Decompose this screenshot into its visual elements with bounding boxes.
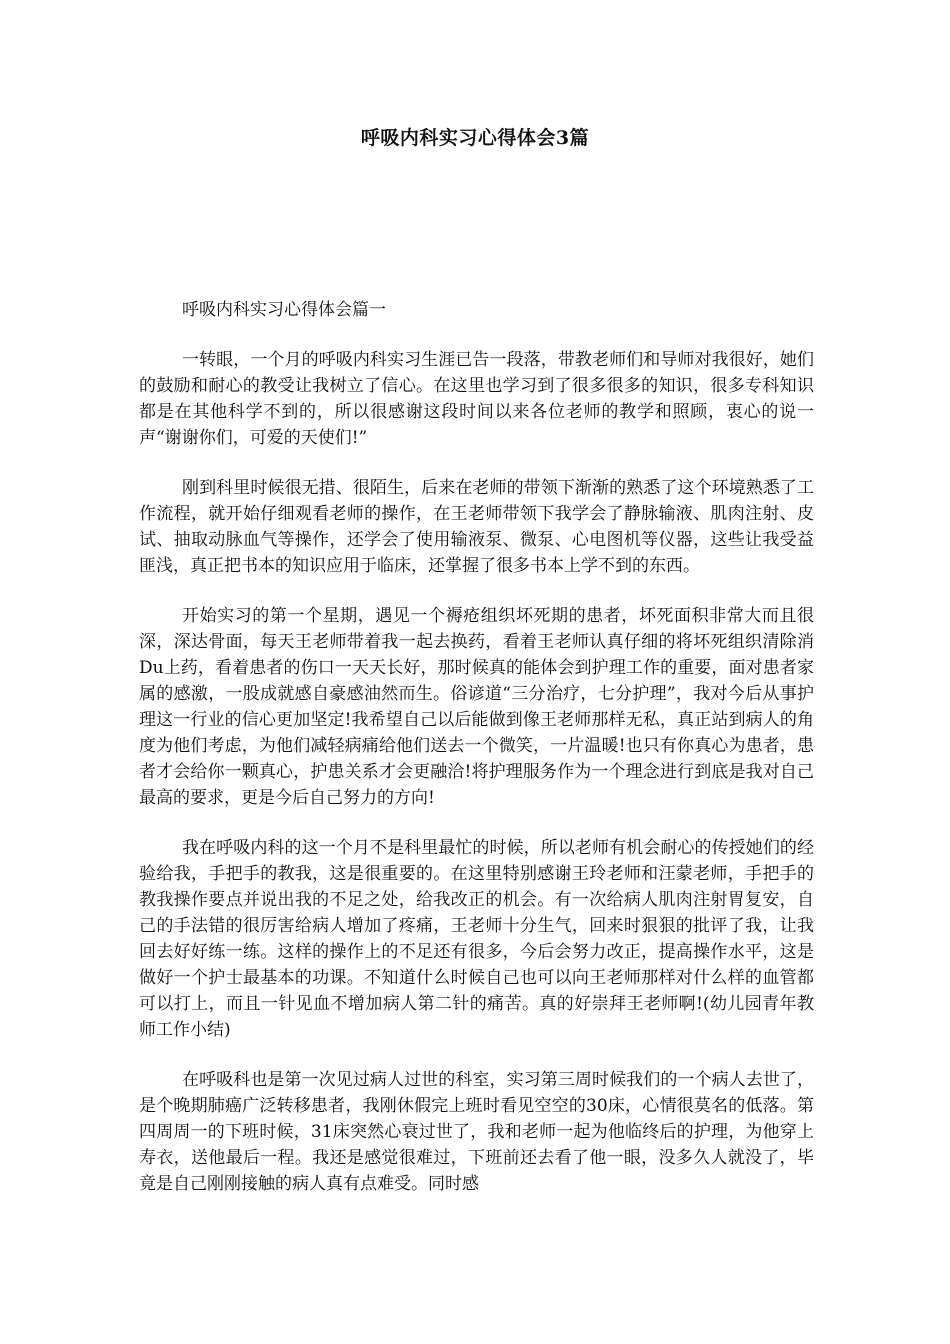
paragraph-2: 刚到科里时候很无措、很陌生，后来在老师的带领下渐渐的熟悉了这个环境熟悉了工作流程，就开始仔细观看老师的操作，在王老师带领下我学会了静脉输液、肌肉注射、皮试、抽取动脉血气等操作，还学会了使用输液泵、微泵、心电图机等仪器，这些让我受益匪浅，真正把书本的知识应用于临床，还掌握了很多书本上学不到的东西。: [139, 478, 814, 576]
paragraph-5: 在呼吸科也是第一次见过病人过世的科室，实习第三周时候我们的一个病人去世了，是个晚期肺癌广泛转移患者，我刚休假完上班时看见空空的30床，心情很莫名的低落。第四周周一的下班时候，31床突然心衰过世了，我和老师一起为他临终后的护理，为他穿上寿衣，送他最后一程。我还是感觉很难过，下班前还去看了他一眼，没多久人就没了，毕竟是自己刚刚接触的病人真有点难受。同时感: [139, 1070, 814, 1194]
section-heading: 呼吸内科实习心得体会篇一: [182, 300, 386, 320]
paragraph-4: 我在呼吸内科的这一个月不是科里最忙的时候，所以老师有机会耐心的传授她们的经验给我，手把手的教我，这是很重要的。在这里特别感谢王玲老师和汪蒙老师，手把手的教我操作要点并说出我的不足之处，给我改正的机会。有一次给病人肌肉注射胃复安，自己的手法错的很厉害给病人增加了疼痛，王老师十分生气，回来时狠狠的批评了我，让我回去好好练一练。这样的操作上的不足还有很多，今后会努力改正，提高操作水平，这是做好一个护士最基本的功课。不知道什么时候自己也可以向王老师那样对什么样的血管都可以打上，而且一针见血不增加病人第二针的痛苦。真的好崇拜王老师啊!(幼儿园青年教师工作小结): [139, 838, 814, 1040]
paragraph-3: 开始实习的第一个星期，遇见一个褥疮组织坏死期的患者，坏死面积非常大而且很深，深达骨面，每天王老师带着我一起去换药，看着王老师认真仔细的将坏死组织清除消Du上药，看着患者的伤口一天天长好，那时候真的能体会到护理工作的重要，面对患者家属的感激，一股成就感自豪感油然而生。俗谚道“三分治疗，七分护理”，我对今后从事护理这一行业的信心更加坚定!我希望自己以后能做到像王老师那样无私，真正站到病人的角度为他们考虑，为他们减轻病痛给他们送去一个微笑，一片温暖!也只有你真心为患者，患者才会给你一颗真心，护患关系才会更融洽!将护理服务作为一个理念进行到底是我对自己最高的要求，更是今后自己努力的方向!: [139, 606, 814, 808]
paragraph-1: 一转眼，一个月的呼吸内科实习生涯已告一段落，带教老师们和导师对我很好，她们的鼓励和耐心的教受让我树立了信心。在这里也学习到了很多很多的知识，很多专科知识都是在其他科学不到的，所以很感谢这段时间以来各位老师的教学和照顾，衷心的说一声“谢谢你们，可爱的天使们!”: [139, 350, 814, 448]
document-title: 呼吸内科实习心得体会3篇: [360, 127, 590, 149]
document-body: [139, 297, 814, 1221]
